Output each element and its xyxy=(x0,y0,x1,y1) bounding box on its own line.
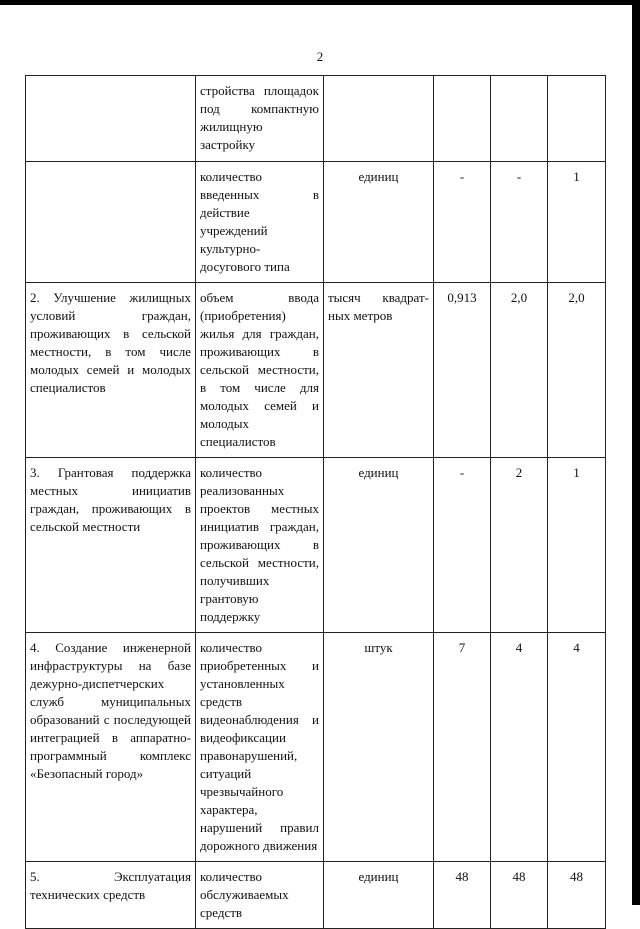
indicators-table xyxy=(25,75,606,929)
table-row xyxy=(26,862,606,929)
value-cell-3: 1 xyxy=(548,162,606,283)
value-cell-3: 48 xyxy=(548,862,606,929)
indicator-cell: количество обслуживаемых средств xyxy=(196,862,324,929)
unit-cell xyxy=(324,76,434,162)
table-row xyxy=(26,76,606,162)
table-row xyxy=(26,633,606,862)
task-name-cell xyxy=(26,162,196,283)
value-cell-2: - xyxy=(491,162,548,283)
task-name-cell: 4. Создание инженерной инфраструктуры на базе дежурно-диспетчерских служб муниципальных образований с последующей интеграцией в аппаратно-программный комплекс «Безопасный город» xyxy=(26,633,196,862)
table-row xyxy=(26,458,606,633)
task-name-cell: 2. Улучшение жилищных условий граждан, проживающих в сельской местности, в том числе молодых семей и молодых специалистов xyxy=(26,283,196,458)
indicator-cell: количество реализованных проектов местных инициатив граждан, проживающих в сельской местности, получивших грантовую поддержку xyxy=(196,458,324,633)
page-number: 2 xyxy=(316,49,324,64)
value-cell-2: 2,0 xyxy=(491,283,548,458)
indicator-cell: количество введенных в действие учреждений культурно-досугового типа xyxy=(196,162,324,283)
unit-cell: единиц xyxy=(324,162,434,283)
task-name-cell: 3. Грантовая поддержка местных инициатив граждан, проживающих в сельской местности xyxy=(26,458,196,633)
indicator-cell: объем ввода (приобретения) жилья для граждан, проживающих в сельской местности, в том числе для молодых семей и молодых специалистов xyxy=(196,283,324,458)
task-name-cell: 5. Эксплуатация технических средств xyxy=(26,862,196,929)
value-cell-1: 0,913 xyxy=(434,283,491,458)
indicator-cell: стройства площадок под компактную жилищную застройку xyxy=(196,76,324,162)
unit-cell: штук xyxy=(324,633,434,862)
value-cell-2: 48 xyxy=(491,862,548,929)
value-cell-2: 4 xyxy=(491,633,548,862)
unit-line-1: тысяч квадрат- xyxy=(328,290,429,305)
value-cell-2: 2 xyxy=(491,458,548,633)
value-cell-2 xyxy=(491,76,548,162)
unit-cell: единиц xyxy=(324,862,434,929)
value-cell-1: - xyxy=(434,458,491,633)
unit-cell xyxy=(324,283,434,458)
value-cell-1 xyxy=(434,76,491,162)
task-name-cell xyxy=(26,76,196,162)
value-cell-3: 4 xyxy=(548,633,606,862)
value-cell-1: - xyxy=(434,162,491,283)
table-row xyxy=(26,283,606,458)
value-cell-3 xyxy=(548,76,606,162)
value-cell-3: 1 xyxy=(548,458,606,633)
unit-cell: единиц xyxy=(324,458,434,633)
scan-border-top xyxy=(0,0,640,5)
value-cell-1: 48 xyxy=(434,862,491,929)
value-cell-1: 7 xyxy=(434,633,491,862)
indicator-cell: количество приобретенных и установленных средств видеонаблюдения и видеофиксации правонарушений, ситуаций чрезвычайного характера, нарушений правил дорожного движения xyxy=(196,633,324,862)
value-cell-3: 2,0 xyxy=(548,283,606,458)
table-row xyxy=(26,162,606,283)
scan-border-right xyxy=(632,0,640,905)
unit-line-2: ных метров xyxy=(328,308,393,323)
